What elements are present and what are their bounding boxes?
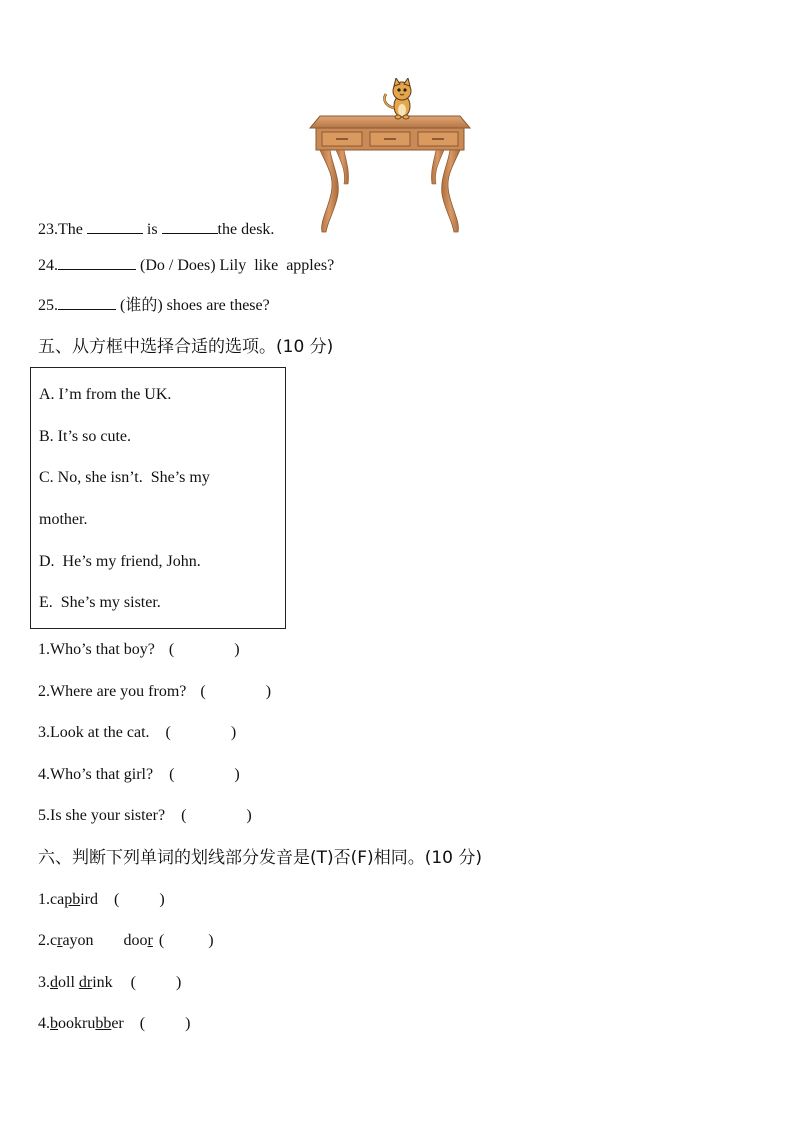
question-number: 25.: [38, 297, 58, 314]
answer-paren[interactable]: ( ): [169, 766, 240, 783]
s5-question-3: 3.Look at the cat. ( ): [38, 724, 237, 741]
cat-on-table-icon: [306, 78, 474, 238]
answer-paren[interactable]: ( ): [139, 1015, 191, 1032]
answer-paren[interactable]: ( ): [113, 891, 165, 908]
options-box: [30, 367, 286, 629]
s5-question-1: 1.Who’s that boy? ( ): [38, 641, 240, 658]
underlined-letter: p: [64, 891, 73, 908]
answer-paren[interactable]: ( ): [158, 932, 214, 949]
s6-item-2: 2.crayon door ( ): [38, 932, 214, 949]
answer-blank[interactable]: [162, 219, 218, 234]
question-25: 25. (谁的) shoes are these?: [38, 297, 270, 314]
option-b: B. It’s so cute.: [39, 428, 131, 445]
underlined-letter: r: [147, 932, 153, 949]
question-number: 23.: [38, 221, 58, 238]
answer-paren[interactable]: ( ): [200, 683, 272, 700]
s5-question-2: 2.Where are you from? ( ): [38, 683, 272, 700]
option-a: A. I’m from the UK.: [39, 386, 172, 403]
s6-item-1: 1.capbird ( ): [38, 891, 165, 908]
cat-on-table-illustration: [306, 78, 474, 238]
underlined-letter: bb: [95, 1015, 112, 1032]
answer-blank[interactable]: [87, 219, 143, 234]
answer-blank[interactable]: [58, 255, 136, 270]
answer-paren[interactable]: ( ): [165, 724, 237, 741]
s6-item-3: 3.doll drink ( ): [38, 974, 182, 991]
option-e: E. She’s my sister.: [39, 594, 161, 611]
s6-item-4: 4.bookrubber ( ): [38, 1015, 191, 1032]
option-d: D. He’s my friend, John.: [39, 553, 201, 570]
underlined-letter: dr: [78, 974, 93, 991]
underlined-letter: b: [72, 891, 81, 908]
answer-paren[interactable]: ( ): [168, 641, 240, 658]
s5-question-4: 4.Who’s that girl? ( ): [38, 766, 240, 783]
question-23: 23.The is the desk.: [38, 221, 275, 238]
section-6-title: 六、判断下列单词的划线部分发音是(T)否(F)相同。(10 分): [38, 848, 482, 868]
underlined-letter: b: [50, 1015, 58, 1032]
question-24: 24. (Do / Does) Lily like apples?: [38, 257, 335, 274]
answer-paren[interactable]: ( ): [181, 807, 252, 824]
section-5-title: 五、从方框中选择合适的选项。(10 分): [38, 337, 334, 357]
underlined-letter: d: [50, 974, 58, 991]
s5-question-5: 5.Is she your sister? ( ): [38, 807, 252, 824]
option-c-continued: mother.: [39, 511, 88, 528]
question-number: 24.: [38, 257, 58, 274]
option-c: C. No, she isn’t. She’s my: [39, 469, 210, 486]
answer-blank[interactable]: [58, 295, 116, 310]
answer-paren[interactable]: ( ): [130, 974, 182, 991]
underlined-letter: r: [57, 932, 63, 949]
